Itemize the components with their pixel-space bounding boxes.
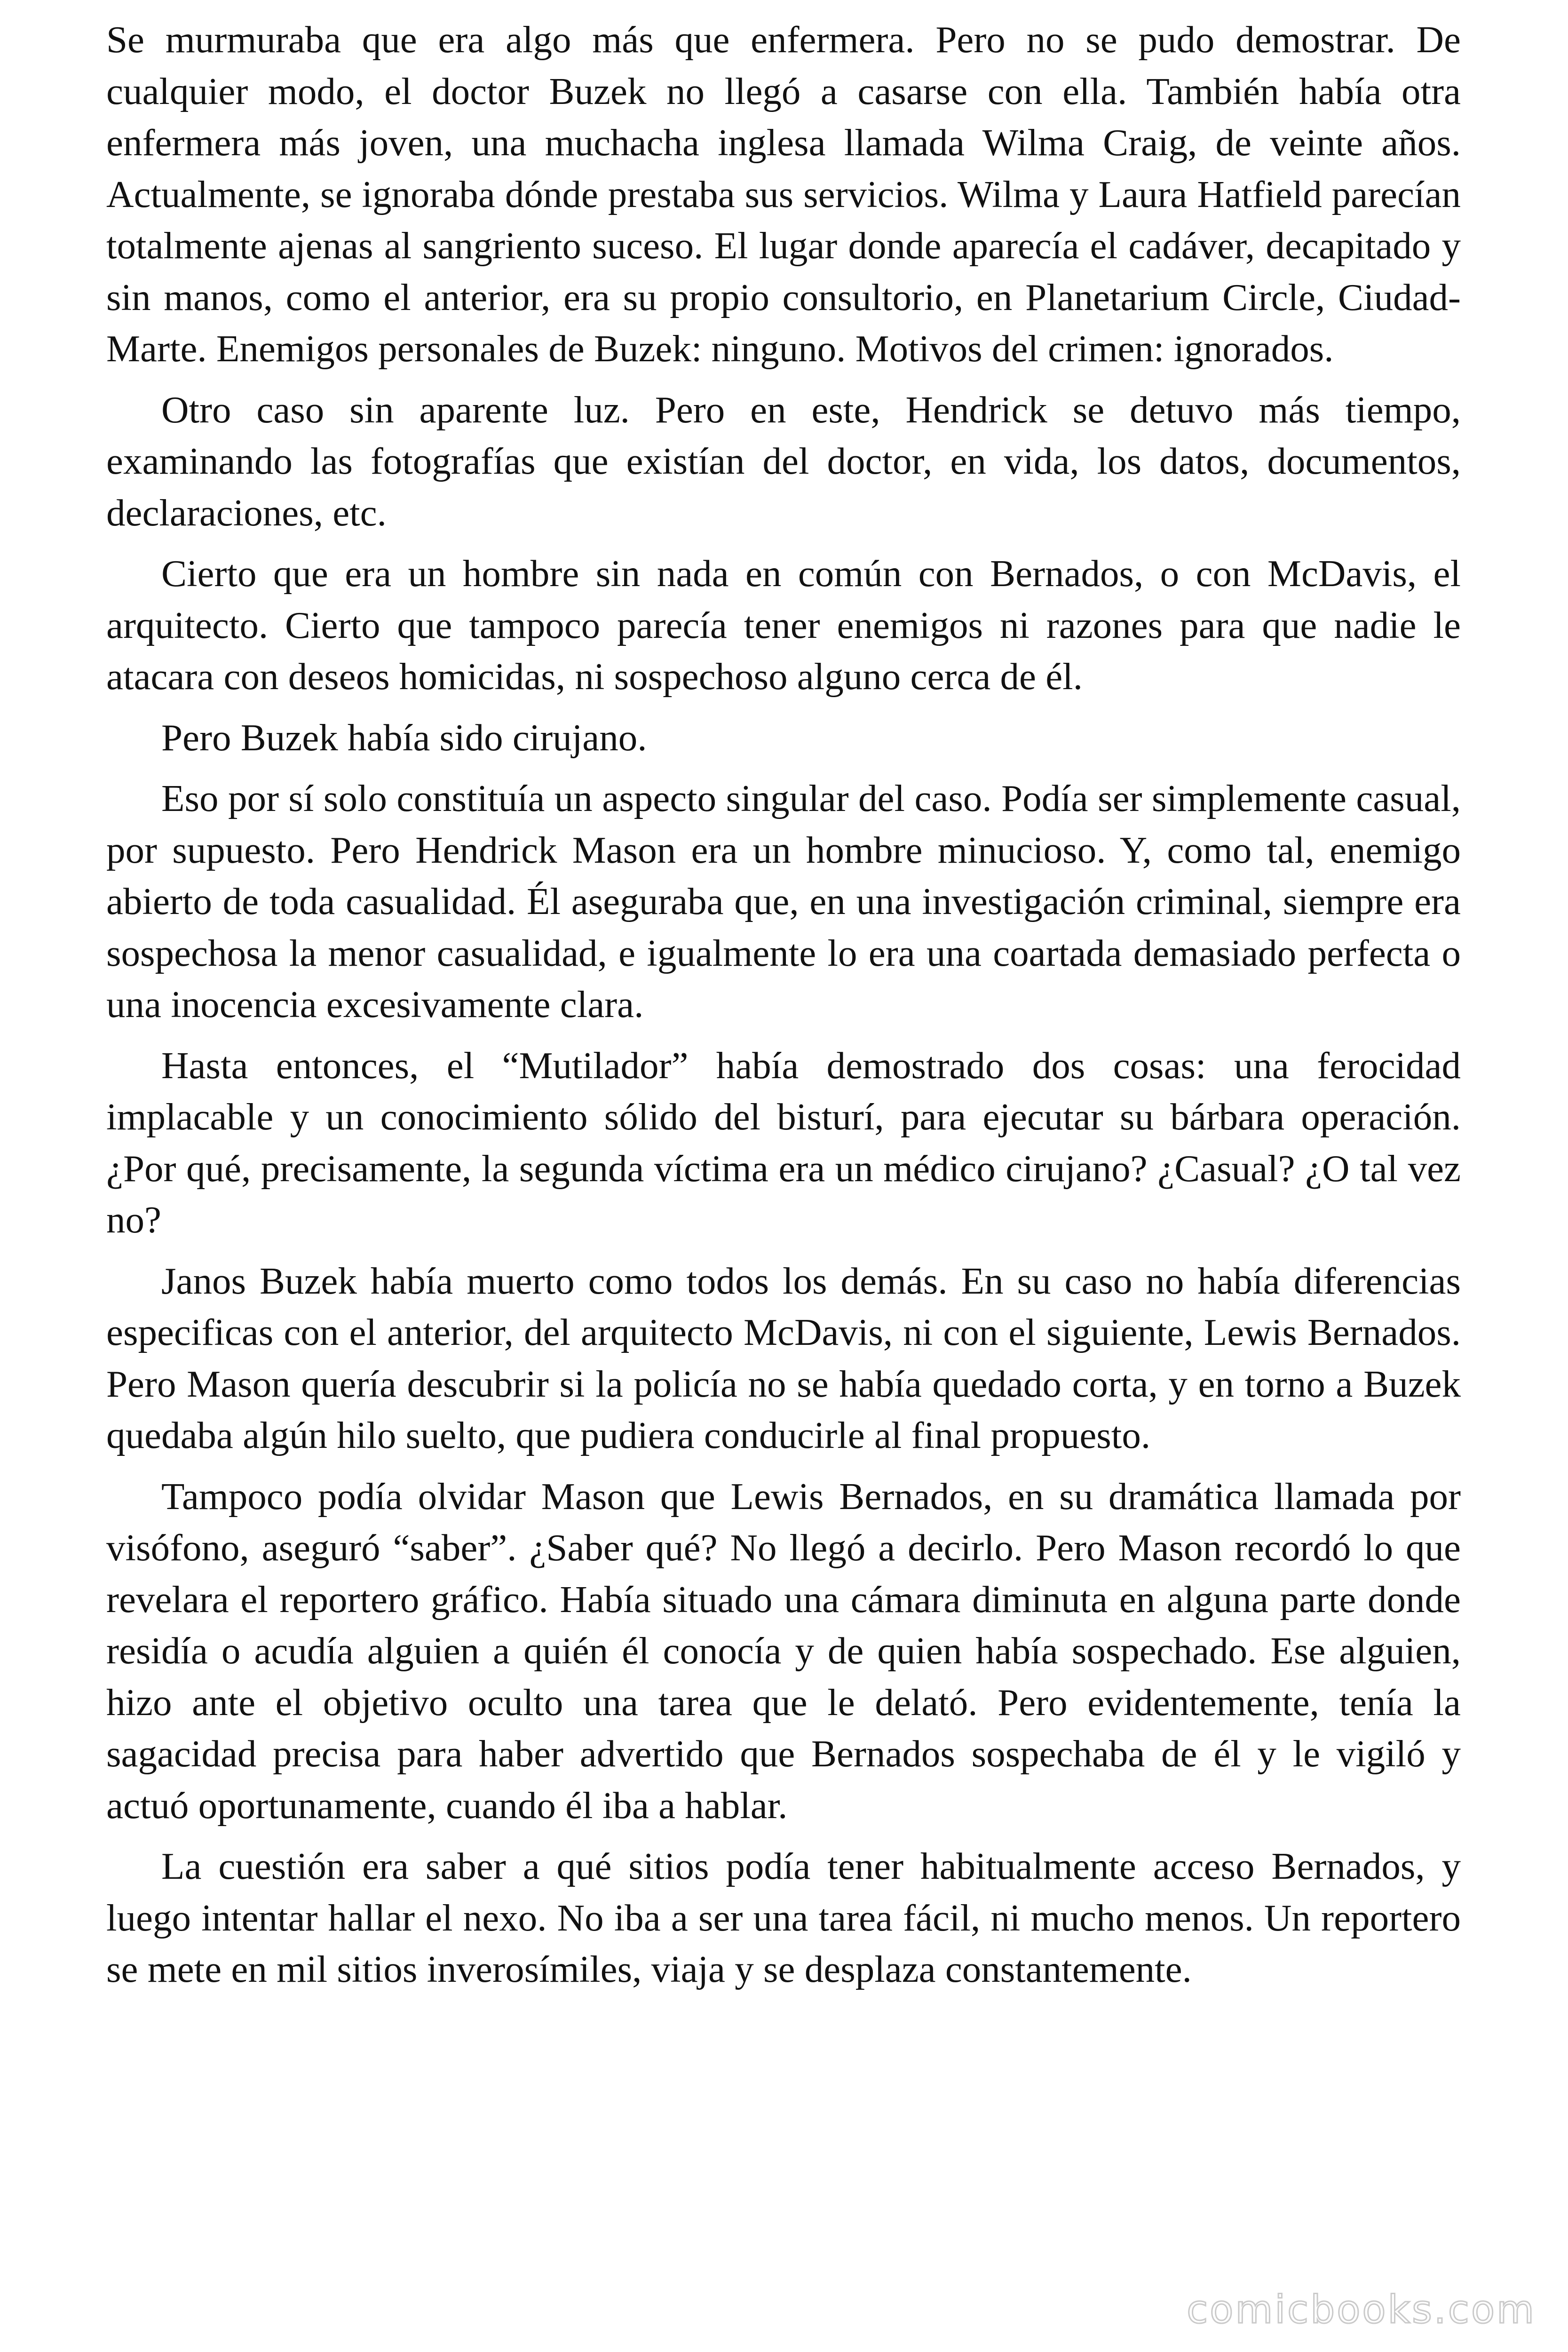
paragraph-2: Otro caso sin aparente luz. Pero en este, Hendrick se detuvo más tiempo, examinando las fotografías que existían del doctor, en vida, los datos, documentos, declaraciones, etc. <box>106 388 1461 534</box>
paragraph-7: Janos Buzek había muerto como todos los demás. En su caso no había diferencias especificas con el anterior, del arquitecto McDavis, ni con el siguiente, Lewis Bernados. Pero Mason quería descubrir si la policía no se había quedado corta, y en torno a Buzek quedaba algún hilo suelto, que pudiera conducirle al final propuesto. <box>106 1259 1461 1456</box>
paragraph-9: La cuestión era saber a qué sitios podía tener habitualmente acceso Bernados, y luego intentar hallar el nexo. No iba a ser una tarea fácil, ni mucho menos. Un reportero se mete en mil sitios inverosímiles, viaja y se desplaza constantemente. <box>106 1845 1461 1990</box>
paragraph-4: Pero Buzek había sido cirujano. <box>161 716 647 759</box>
paragraph-8: Tampoco podía olvidar Mason que Lewis Bernados, en su dramática llamada por visófono, aseguró “saber”. ¿Saber qué? No llegó a decirlo. Pero Mason recordó lo que revelara el reportero gráfico. Había situado una cámara diminuta en alguna parte donde residía o acudía alguien a quién él conocía y de quien había sospechado. Ese alguien, hizo ante el objetivo oculto una tarea que le delató. Pero evidentemente, tenía la sagacidad precisa para haber advertido que Bernados sospechaba de él y le vigiló y actuó oportunamente, cuando él iba a hablar. <box>106 1475 1461 1827</box>
paragraph-6: Hasta entonces, el “Mutilador” había demostrado dos cosas: una ferocidad implacable y un conocimiento sólido del bisturí, para ejecutar su bárbara operación. ¿Por qué, precisamente, la segunda víctima era un médico cirujano? ¿Casual? ¿O tal vez no? <box>106 1044 1461 1241</box>
paragraph-3: Cierto que era un hombre sin nada en común con Bernados, o con McDavis, el arquitecto. Cierto que tampoco parecía tener enemigos ni razones para que nadie le atacara con deseos homicidas, ni sospechoso alguno cerca de él. <box>106 552 1461 698</box>
paragraph-5: Eso por sí solo constituía un aspecto singular del caso. Podía ser simplemente casual, por supuesto. Pero Hendrick Mason era un hombre minucioso. Y, como tal, enemigo abierto de toda casualidad. Él aseguraba que, en una investigación criminal, siempre era sospechosa la menor casualidad, e igualmente lo era una coartada demasiado perfecta o una inocencia excesivamente clara. <box>106 777 1461 1025</box>
paragraph-1: Se murmuraba que era algo más que enfermera. Pero no se pudo demostrar. De cualquier modo, el doctor Buzek no llegó a casarse con ella. También había otra enfermera más joven, una muchacha inglesa llamada Wilma Craig, de veinte años. Actualmente, se ignoraba dónde prestaba sus servicios. Wilma y Laura Hatfield parecían totalmente ajenas al sangriento suceso. El lugar donde aparecía el cadáver, decapitado y sin manos, como el anterior, era su propio consultorio, en Planetarium Circle, Ciudad-Marte. Enemigos personales de Buzek: ninguno. Motivos del crimen: ignorados. <box>106 18 1461 370</box>
watermark: comicbooks.com <box>1187 2288 1536 2332</box>
book-page <box>106 14 1461 2300</box>
